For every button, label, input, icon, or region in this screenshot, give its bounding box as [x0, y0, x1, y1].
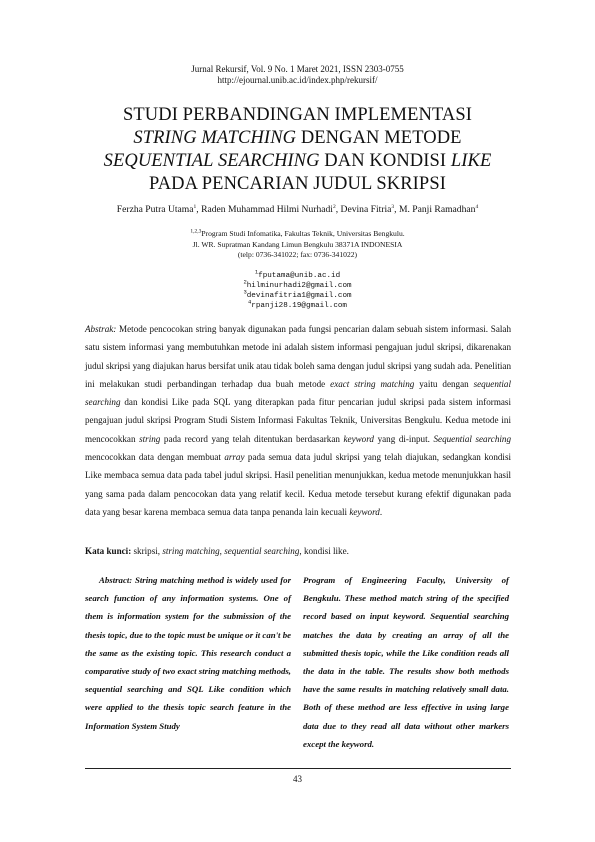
journal-citation: Jurnal Rekursif, Vol. 9 No. 1 Maret 2021, ISSN 2303-0755: [191, 64, 404, 74]
author: M. Panji Ramadhan$^4$: [398, 203, 479, 215]
author-list: [0, 204, 595, 215]
abstract-label: Abstrak:: [85, 324, 117, 334]
journal-url[interactable]: http://ejournal.unib.ac.id/index.php/rekursif/: [217, 75, 378, 85]
page-number: 43: [293, 774, 302, 784]
footer-divider: [85, 768, 511, 769]
author: Devina Fitria$^3$,: [340, 203, 399, 215]
affiliation-line-2: Jl. WR. Supratman Kandang Limun Bengkulu 38371A INDONESIA: [192, 239, 403, 249]
keywords-label: Kata kunci:: [85, 546, 132, 556]
email-item[interactable]: $^2$hilminurhadi2@gmail.com: [243, 278, 352, 290]
abstract-english-left-column: Abstract: String matching method is widely used for search function of any information systems. One of them is information system for the submission of the thesis topic, due to the topic must be unique or it can't be the same as the existing topic. This research conduct a comparative study of two exact string matching methods, sequential searching and SQL Like condition which were applied to the thesis topic search feature in the Information System Study: [85, 575, 292, 731]
keywords: Kata kunci: skripsi, string matching, sequential searching, kondisi like.: [85, 546, 349, 556]
title-line-1: STUDI PERBANDINGAN IMPLEMENTASI: [122, 105, 472, 125]
title-line-2: STRING MATCHING DENGAN METODE: [133, 128, 462, 148]
email-list: [0, 268, 595, 311]
email-item[interactable]: $^4$rpanji28.19@gmail.com: [247, 298, 347, 310]
email-item[interactable]: $^1$fputama@unib.ac.id: [254, 268, 341, 280]
affiliation-line-1: $^{1,2,3}$Program Studi Infomatika, Fakultas Teknik, Universitas Bengkulu.: [190, 228, 405, 238]
abstract-indonesian: Abstrak: Metode pencocokan string banyak digunakan pada fungsi pencarian dalam sebuah sistem informasi. Salah satu sistem informasi yang membutuhkan metode ini adalah sistem informasi pengajuan judul skripsi, dikarenakan judul skripsi yang diajukan harus bersifat unik atau tidak boleh sama dengan judul skripsi yang sudah ada. Penelitian ini melakukan studi perbandingan terhadap dua buah metode exact string matching yaitu dengan sequential searching dan kondisi Like pada SQL yang diterapkan pada fitur pencarian judul skripsi pada sistem informasi pengajuan judul skripsi Program Studi Sistem Informasi Fakultas Teknik, Universitas Bengkulu. Kedua metode ini mencocokkan string pada record yang telah ditentukan berdasarkan keyword yang di-input. Sequential searching mencocokkan data dengan membuat array pada semua data judul skripsi yang telah diajukan, sedangkan kondisi Like membaca semua data pada tabel judul skripsi. Hasil penelitian menunjukkan, kedua metode menunjukkan hasil yang sama pada dalam pencocokan data yang relatif kecil. Kedua metode tersebut kurang efektif digunakan pada data yang besar karena membaca semua data tanpa penanda lain kecuali keyword.: [85, 324, 512, 517]
title-line-3: SEQUENTIAL SEARCHING DAN KONDISI LIKE: [103, 151, 492, 171]
abstract-english-right-column: Program of Engineering Faculty, University of Bengkulu. These method match string of the specified record based on input keyword. Sequential searching matches the data by creating an array of all the submitted thesis topic, while the Like condition reads all the data in the table. The results show both methods have the same results in matching relatively small data. Both of these method are less effective in using large data due to they read all data without other markers except the keyword.: [303, 575, 509, 749]
journal-header: [0, 64, 595, 86]
author: Raden Muhammad Hilmi Nurhadi$^2$,: [201, 203, 341, 215]
affiliation: [0, 229, 595, 261]
title-line-4: PADA PENCARIAN JUDUL SKRIPSI: [149, 174, 446, 194]
affiliation-line-3: (telp: 0736-341022; fax: 0736-341022): [237, 250, 358, 259]
author: Ferzha Putra Utama$^1$,: [116, 203, 202, 215]
email-item[interactable]: $^3$devinafitria1@gmail.com: [243, 288, 352, 300]
paper-title: [0, 104, 595, 196]
